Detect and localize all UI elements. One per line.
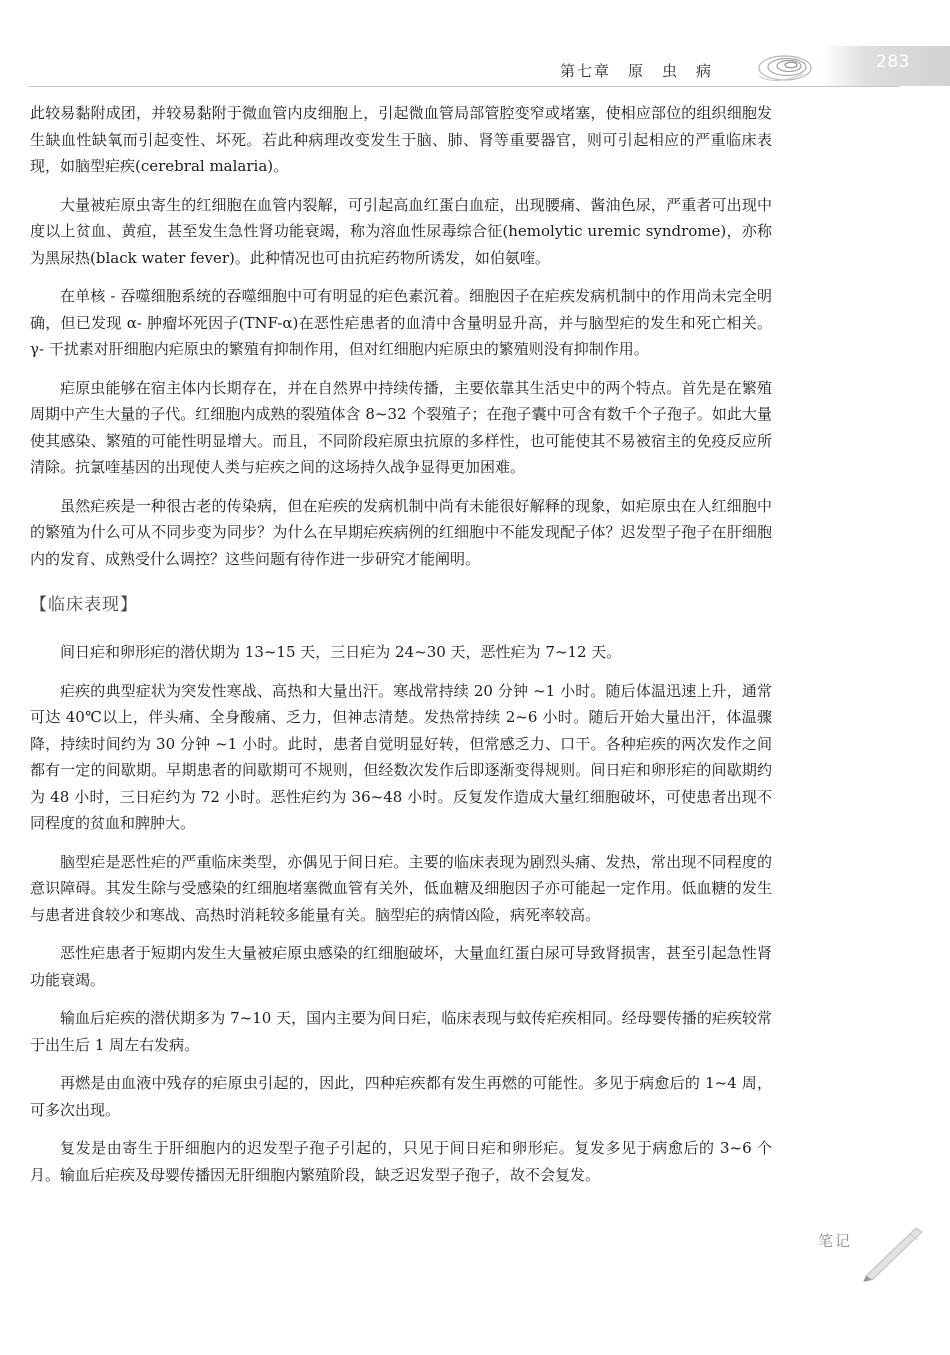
body-paragraph: 大量被疟原虫寄生的红细胞在血管内裂解，可引起高血红蛋白血症，出现腰痛、酱油色尿，严重者可出现中度以上贫血、黄疸，甚至发生急性肾功能衰竭，称为溶血性尿毒综合征(hemolytic uremic syndrome)，亦称为黑尿热(black water fever)。此种情况也可由抗疟药物所诱发，如伯氨喹。 xyxy=(30,195,772,267)
swirl-logo-icon xyxy=(755,50,813,86)
section-paragraph: 脑型疟是恶性疟的严重临床类型，亦偶见于间日疟。主要的临床表现为剧烈头痛、发热，常出现不同程度的意识障碍。其发生除与受感染的红细胞堵塞微血管有关外，低血糖及细胞因子亦可能起一定作用。低血糖的发生与患者进食较少和寒战、高热时消耗较多能量有关。脑型疟的病情凶险，病死率较高。 xyxy=(30,852,772,924)
body-paragraph: 虽然疟疾是一种很古老的传染病，但在疟疾的发病机制中尚有未能很好解释的现象，如疟原虫在人红细胞中的繁殖为什么可从不同步变为同步？为什么在早期疟疾病例的红细胞中不能发现配子体？迟发型子孢子在肝细胞内的发育、成熟受什么调控？这些问题有待作进一步研究才能阐明。 xyxy=(30,496,772,568)
page-header xyxy=(0,40,950,100)
body-paragraph: 此较易黏附成团，并较易黏附于微血管内皮细胞上，引起微血管局部管腔变窄或堵塞，使相应部位的组织细胞发生缺血性缺氧而引起变性、坏死。若此种病理改变发生于脑、肺、肾等重要器官，则可引起相应的严重临床表现，如脑型疟疾(cerebral malaria)。 xyxy=(30,104,772,175)
main-content xyxy=(30,100,772,1200)
pen-icon xyxy=(858,1222,928,1282)
section-paragraph: 输血后疟疾的潜伏期多为 7~10 天，国内主要为间日疟，临床表现与蚊传疟疾相同。经母婴传播的疟疾较常于出生后 1 周左右发病。 xyxy=(30,1009,772,1054)
section-paragraph: 间日疟和卵形疟的潜伏期为 13~15 天，三日疟为 24~30 天，恶性疟为 7~12 天。 xyxy=(60,643,622,661)
section-heading: 【临床表现】 xyxy=(30,595,138,615)
notes-label: 笔记 xyxy=(818,1232,853,1250)
header-divider xyxy=(28,86,900,87)
section-paragraph: 疟疾的典型症状为突发性寒战、高热和大量出汗。寒战常持续 20 分钟 ~1 小时。随后体温迅速上升，通常可达 40℃以上，伴头痛、全身酸痛、乏力，但神志清楚。发热常持续 2~6 小时。随后开始大量出汗，体温骤降，持续时间约为 30 分钟 ~1 小时。此时，患者自觉明显好转，但常感乏力、口干。各种疟疾的两次发作之间都有一定的间歇期。早期患者的间歇期可不规则，但经数次发作后即逐渐变得规则。间日疟和卵形疟的间歇期约为 48 小时，三日疟约为 72 小时。恶性疟约为 36~48 小时。反复发作造成大量红细胞破坏，可使患者出现不同程度的贫血和脾肿大。 xyxy=(30,681,772,832)
section-paragraph: 再燃是由血液中残存的疟原虫引起的，因此，四种疟疾都有发生再燃的可能性。多见于病愈后的 1~4 周，可多次出现。 xyxy=(30,1074,772,1119)
section-paragraph: 复发是由寄生于肝细胞内的迟发型子孢子引起的，只见于间日疟和卵形疟。复发多见于病愈后的 3~6 个月。输血后疟疾及母婴传播因无肝细胞内繁殖阶段，缺乏迟发型子孢子，故不会复发。 xyxy=(30,1139,772,1184)
chapter-title: 第七章 原 虫 病 xyxy=(560,62,714,80)
margin-notes xyxy=(818,1222,928,1282)
section-paragraph: 恶性疟患者于短期内发生大量被疟原虫感染的红细胞破坏，大量血红蛋白尿可导致肾损害，甚至引起急性肾功能衰竭。 xyxy=(30,944,772,989)
body-paragraph: 疟原虫能够在宿主体内长期存在，并在自然界中持续传播，主要依靠其生活史中的两个特点。首先是在繁殖周期中产生大量的子代。红细胞内成熟的裂殖体含 8~32 个裂殖子；在孢子囊中可含有数千个子孢子。如此大量使其感染、繁殖的可能性明显增大。而且，不同阶段疟原虫抗原的多样性，也可能使其不易被宿主的免疫反应所清除。抗氯喹基因的出现使人类与疟疾之间的这场持久战争显得更加困难。 xyxy=(30,378,772,476)
page-number: 283 xyxy=(876,52,910,72)
body-paragraph: 在单核 - 吞噬细胞系统的吞噬细胞中可有明显的疟色素沉着。细胞因子在疟疾发病机制中的作用尚未完全明确，但已发现 α- 肿瘤坏死因子(TNF-α)在恶性疟患者的血清中含量明显升高，并与脑型疟的发生和死亡相关。γ- 干扰素对肝细胞内疟原虫的繁殖有抑制作用，但对红细胞内疟原虫的繁殖则没有抑制作用。 xyxy=(30,287,772,358)
